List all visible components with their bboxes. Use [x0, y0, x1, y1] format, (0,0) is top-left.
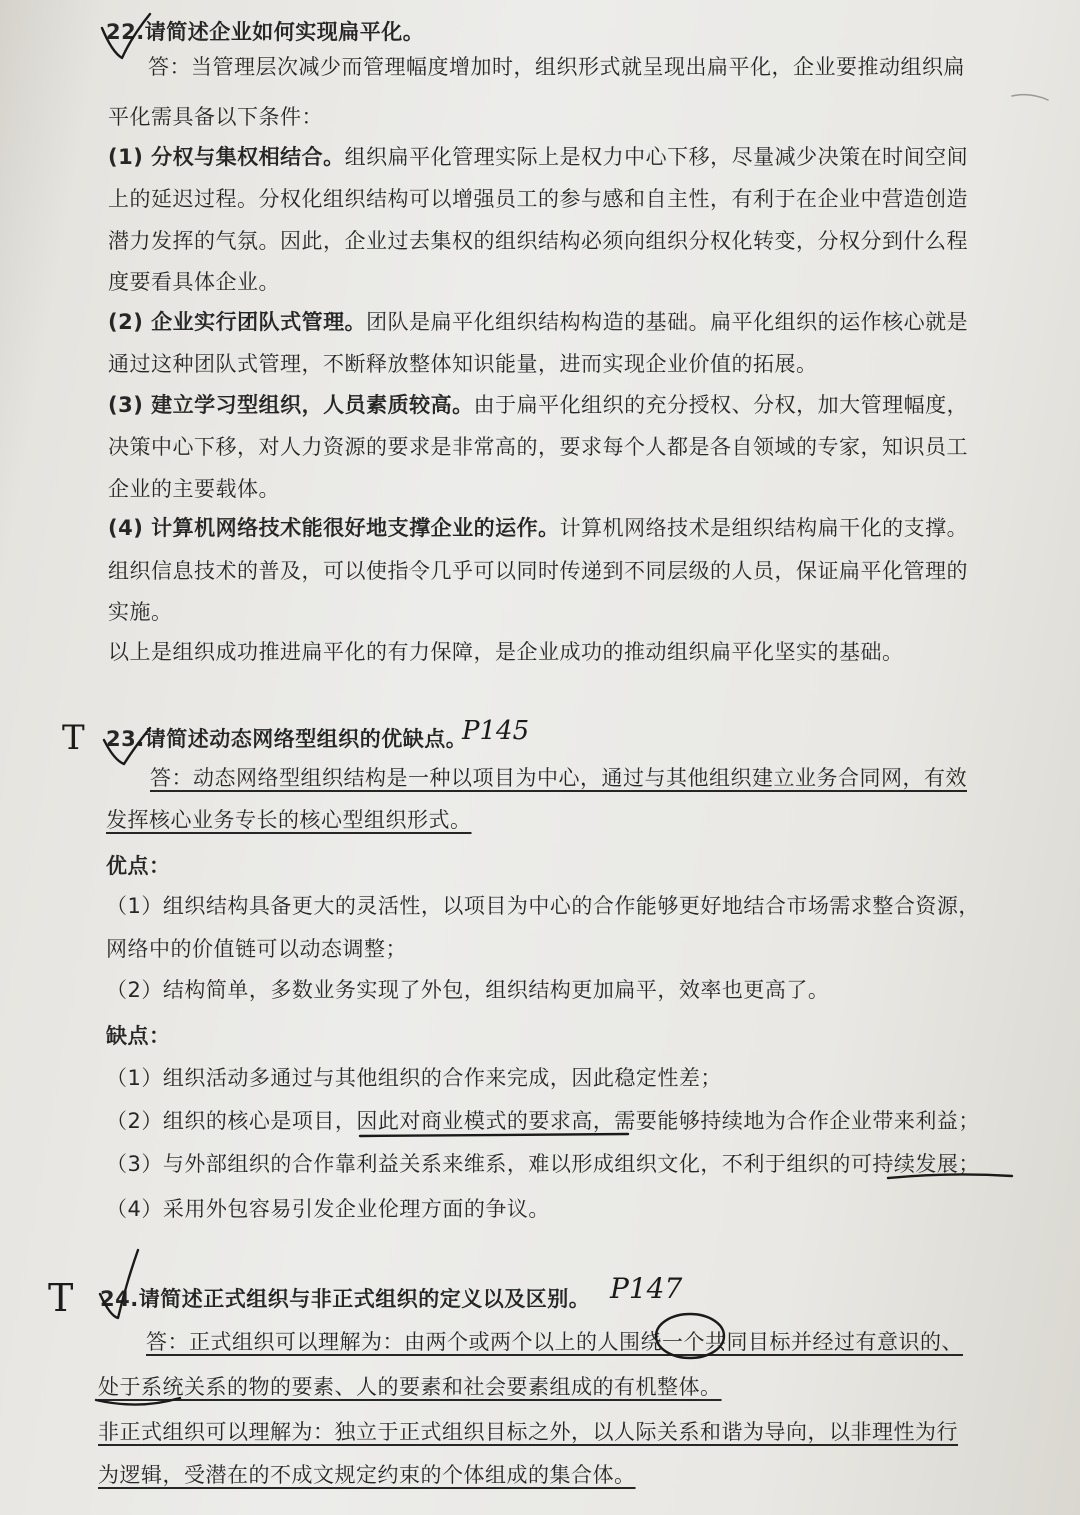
q23-underline-sustainable	[888, 1174, 1012, 1178]
q23-pros-label: 优点：	[106, 854, 171, 878]
q24-title: 请简述正式组织与非正式组织的定义以及区别。	[138, 1287, 591, 1311]
q23-number: 23	[106, 727, 137, 751]
q23-title: 请简述动态网络型组织的优缺点。	[144, 727, 468, 751]
q23-pro-1: （1）组织结构具备更大的灵活性，以项目为中心的合作能够更好地结合市场需求整合资源，	[106, 894, 980, 918]
q22-item-3-heading: (3) 建立学习型组织，人员素质较高。	[108, 393, 474, 417]
q22-item-1-text: 组织扁平化管理实际上是权力中心下移，尽量减少决策在时间空间	[344, 145, 969, 169]
q22-answer-line-1: 答：当管理层次减少而管理幅度增加时，组织形式就呈现出扁平化，企业要推动组织扁	[148, 55, 965, 79]
q22-title: 请简述企业如何实现扁平化。	[144, 20, 425, 44]
q24-number: 24	[100, 1287, 131, 1311]
q24-page-ref: P147	[610, 1272, 683, 1305]
q24-check-mark	[100, 1250, 138, 1318]
margin-scribble	[1012, 95, 1048, 100]
q24-underline-wave	[96, 1398, 180, 1405]
q22-item-4-cont-1: 组织信息技术的普及，可以使指令几乎可以同时传递到不同层级的人员，保证扁平化管理的	[108, 559, 968, 583]
q23-heading: 23.请简述动态网络型组织的优缺点。	[106, 727, 468, 751]
q22-answer-line-2: 平化需具备以下条件：	[108, 105, 323, 129]
q22-number: 22	[106, 20, 137, 44]
q23-con-4: （4）采用外包容易引发企业伦理方面的争议。	[106, 1197, 550, 1221]
q22-item-2-text: 团队是扁平化组织结构构造的基础。扁平化组织的运作核心就是	[366, 310, 969, 334]
q24-answer-line-4: 为逻辑，受潜在的不成文规定约束的个体组成的集合体。	[98, 1463, 636, 1487]
q22-item-1-cont-3: 度要看具体企业。	[108, 270, 280, 294]
q23-con-1: （1）组织活动多通过与其他组织的合作来完成，因此稳定性差；	[106, 1066, 722, 1090]
q24-answer-line-3: 非正式组织可以理解为：独立于正式组织目标之外，以人际关系和谐为导向，以非理性为行	[98, 1420, 958, 1444]
q24-answer-line-2: 处于系统关系的物的要素、人的要素和社会要素组成的有机整体。	[98, 1375, 722, 1399]
q23-answer-line-1: 答：动态网络型组织结构是一种以项目为中心，通过与其他组织建立业务合同网，有效	[150, 766, 967, 790]
q22-item-1-cont-2: 潜力发挥的气氛。因此，企业过去集权的组织结构必须向组织分权化转变，分权分到什么程	[108, 229, 968, 253]
q22-item-1-heading: (1) 分权与集权相结合。	[108, 145, 345, 169]
q23-margin-mark: T	[62, 718, 85, 758]
q22-item-4-text: 计算机网络技术是组织结构扁干化的支撑。	[559, 516, 969, 540]
q22-conclusion: 以上是组织成功推进扁平化的有力保障，是企业成功的推动组织扁平化坚实的基础。	[108, 640, 904, 664]
q22-item-3-cont-2: 企业的主要载体。	[108, 477, 280, 501]
q22-item-1-cont-1: 上的延迟过程。分权化组织结构可以增强员工的参与感和自主性，有利于在企业中营造创造	[108, 187, 968, 211]
q23-page-ref: P145	[462, 716, 530, 746]
q23-pro-2: （2）结构简单，多数业务实现了外包，组织结构更加扁平，效率也更高了。	[106, 978, 830, 1002]
q22-item-2-cont-1: 通过这种团队式管理，不断释放整体知识能量，进而实现企业价值的拓展。	[108, 352, 818, 376]
q23-answer-line-2: 发挥核心业务专长的核心型组织形式。	[106, 808, 472, 832]
q24-answer-line-1: 答：正式组织可以理解为：由两个或两个以上的人围绕一个共同目标并经过有意识的、	[146, 1330, 963, 1354]
q22-item-4-cont-2: 实施。	[108, 600, 173, 624]
q22-item-4-heading: (4) 计算机网络技术能很好地支撑企业的运作。	[108, 516, 560, 540]
q23-cons-label: 缺点：	[106, 1024, 171, 1048]
q22-item-2-heading: (2) 企业实行团队式管理。	[108, 310, 367, 334]
q22-item-3-cont-1: 决策中心下移，对人力资源的要求是非常高的，要求每个人都是各自领域的专家，知识员工	[108, 435, 968, 459]
q23-pro-1-cont: 网络中的价值链可以动态调整；	[106, 937, 407, 961]
q22-check-mark	[102, 14, 150, 58]
q24-circle-mark	[656, 1314, 724, 1358]
q22-heading: 22.请简述企业如何实现扁平化。	[106, 20, 425, 44]
q23-underline-business-model	[360, 1134, 628, 1136]
q22-item-3-text: 由于扁平化组织的充分授权、分权，加大管理幅度，	[473, 393, 969, 417]
q24-heading: 24.请简述正式组织与非正式组织的定义以及区别。	[100, 1287, 591, 1311]
q23-con-2: （2）组织的核心是项目，因此对商业模式的要求高，需要能够持续地为合作企业带来利益；	[106, 1109, 980, 1133]
q23-check-mark	[104, 728, 150, 764]
q23-con-3: （3）与外部组织的合作靠利益关系来维系，难以形成组织文化，不利于组织的可持续发展；	[106, 1152, 980, 1176]
q24-margin-mark: T	[48, 1276, 74, 1320]
